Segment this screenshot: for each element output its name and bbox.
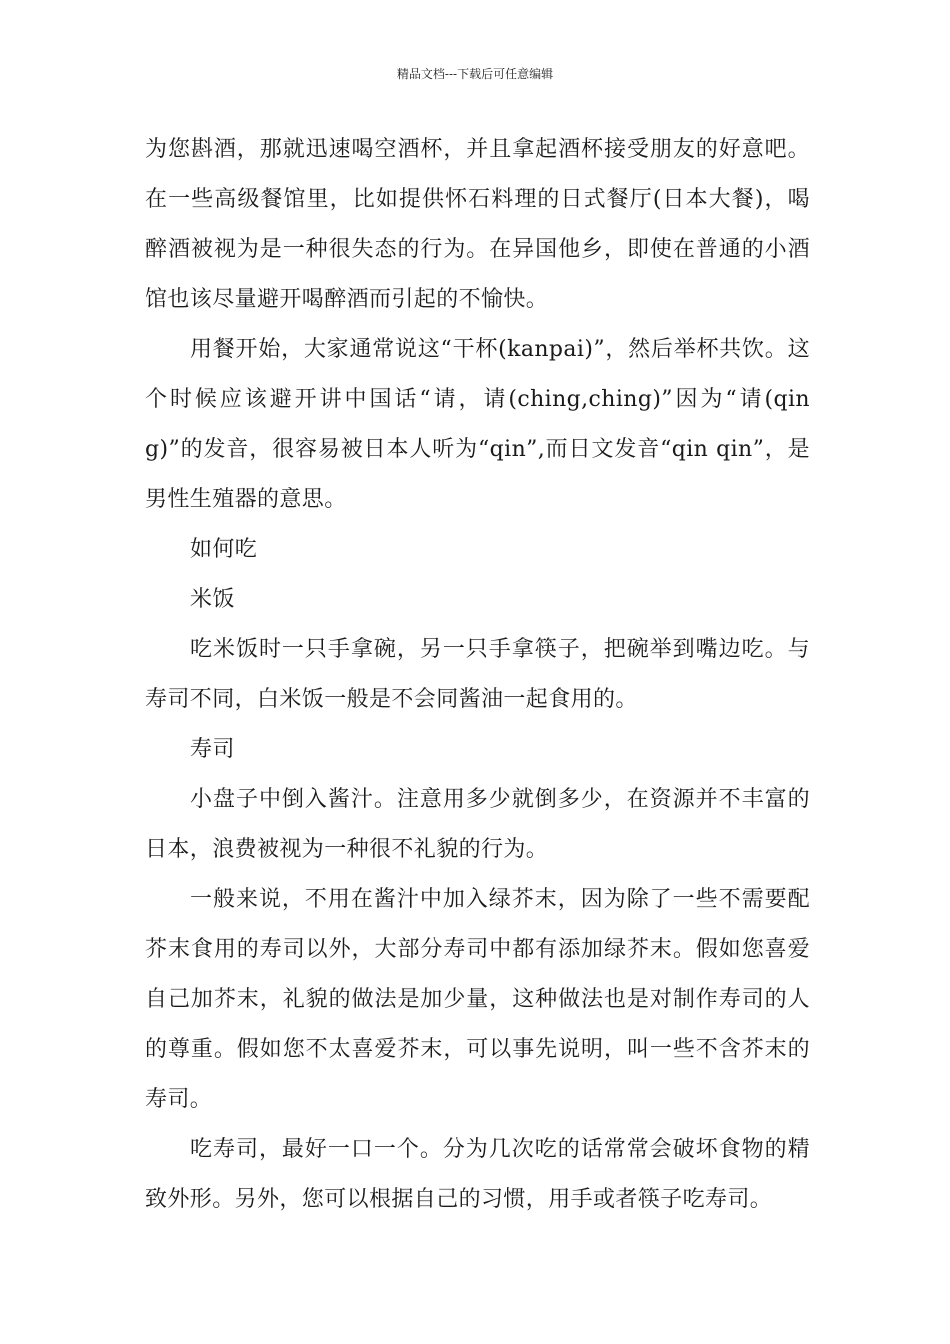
paragraph-toast: 用餐开始，大家通常说这“干杯(kanpai)”，然后举杯共饮。这个时候应该避开讲中国话“请，请(ching,ching)”因为“请(qing)”的发音，很容易被日本人听为“qin”,而日文发音“qin qin”，是男性生殖器的意思。 <box>145 337 810 512</box>
section-heading-how-to-eat: 如何吃 <box>190 537 258 562</box>
subheading-rice: 米饭 <box>190 587 235 612</box>
paragraph-eating-sushi: 吃寿司，最好一口一个。分为几次吃的话常常会破坏食物的精致外形。另外，您可以根据自己的习惯，用手或者筷子吃寿司。 <box>145 1137 810 1212</box>
paragraph-drinking-etiquette: 为您斟酒，那就迅速喝空酒杯，并且拿起酒杯接受朋友的好意吧。在一些高级餐馆里，比如提供怀石料理的日式餐厅(日本大餐)，喝醉酒被视为是一种很失态的行为。在异国他乡，即使在普通的小酒馆也该尽量避开喝醉酒而引起的不愉快。 <box>145 137 810 312</box>
page-header: 精品文档---下载后可任意编辑 <box>396 67 554 81</box>
paragraph-wasabi: 一般来说，不用在酱汁中加入绿芥末，因为除了一些不需要配芥末食用的寿司以外，大部分寿司中都有添加绿芥末。假如您喜爱自己加芥末，礼貌的做法是加少量，这种做法也是对制作寿司的人的尊重。假如您不太喜爱芥末，可以事先说明，叫一些不含芥末的寿司。 <box>145 887 810 1112</box>
paragraph-sauce: 小盘子中倒入酱汁。注意用多少就倒多少，在资源并不丰富的日本，浪费被视为一种很不礼貌的行为。 <box>145 787 810 862</box>
paragraph-rice: 吃米饭时一只手拿碗，另一只手拿筷子，把碗举到嘴边吃。与寿司不同，白米饭一般是不会同酱油一起食用的。 <box>145 637 810 712</box>
subheading-sushi: 寿司 <box>190 737 235 762</box>
document-body <box>145 125 810 1225</box>
